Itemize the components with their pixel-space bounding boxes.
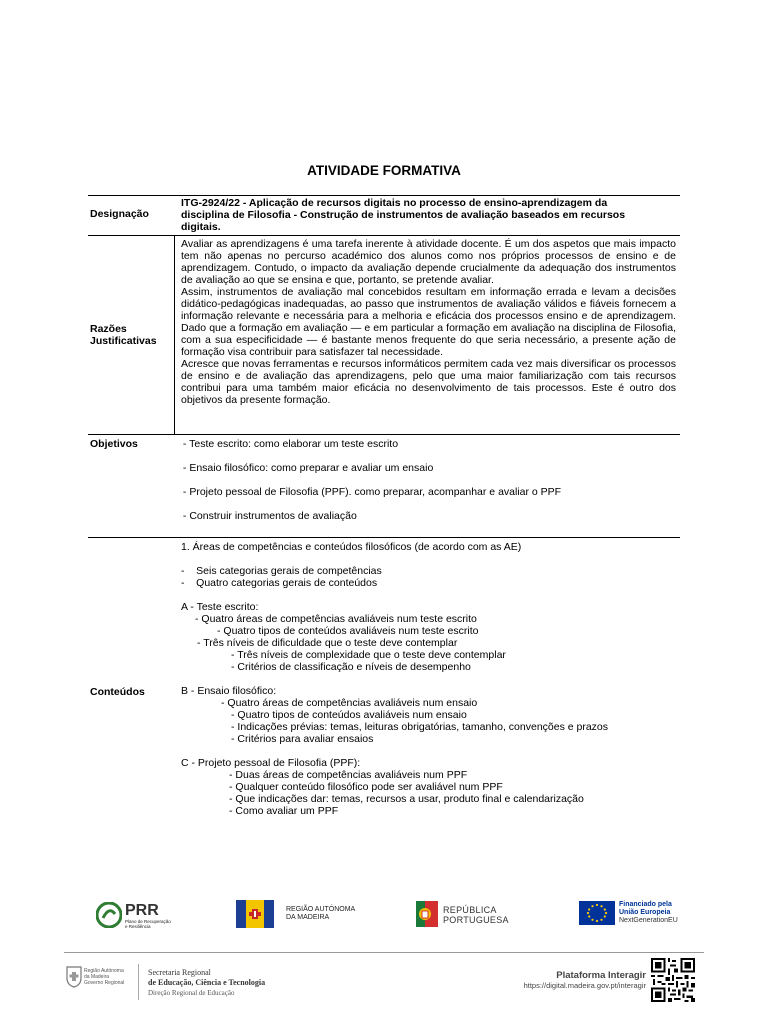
prr-subtitle: Plano de Recuperação e Resiliência	[125, 919, 171, 929]
razoes-label	[90, 323, 157, 347]
table-top-rule	[88, 195, 680, 196]
conteudos-section-item: - Qualquer conteúdo filosófico pode ser avaliável num PPF	[229, 781, 503, 793]
column-divider	[174, 235, 175, 435]
conteudos-list	[181, 541, 676, 817]
conteudos-general-item: - Quatro categorias gerais de conteúdos	[181, 577, 378, 589]
footer-separator	[138, 964, 139, 1000]
conteudos-section-item: - Quatro tipos de conteúdos avaliáveis num teste escrito	[217, 625, 479, 637]
designacao-line: disciplina de Filosofia - Construção de instrumentos de avaliação baseados em recursos	[181, 209, 626, 221]
madeira-text: REGIÃO AUTÓNOMA DA MADEIRA	[286, 906, 356, 921]
conteudos-section-item: - Quatro áreas de competências avaliáveis num teste escrito	[195, 613, 477, 625]
eu-text: Financiado pela União Europeia NextGenerationEU	[619, 901, 678, 924]
secretaria-line: Direção Regional de Educação	[148, 989, 235, 997]
prr-logo	[96, 898, 206, 934]
conteudos-section-title: B - Ensaio filosófico:	[181, 685, 277, 697]
objetivo-item: - Projeto pessoal de Filosofia (PPF). como preparar, acompanhar e avaliar o PPF	[180, 486, 562, 498]
objetivo-item: - Ensaio filosófico: como preparar e avaliar um ensaio	[180, 462, 434, 474]
madeira-crest-icon	[66, 966, 82, 988]
qr-code-icon	[651, 958, 695, 1002]
madeira-logo	[236, 900, 376, 930]
conteudos-section-item: - Quatro tipos de conteúdos avaliáveis num ensaio	[231, 709, 467, 721]
prr-emblem-icon	[96, 902, 122, 928]
conteudos-general-item: - Seis categorias gerais de competências	[181, 565, 382, 577]
conteudos-section-item: - Quatro áreas de competências avaliáveis num ensaio	[221, 697, 478, 709]
conteudos-sections	[181, 601, 676, 817]
row-divider	[88, 434, 680, 435]
row-divider	[88, 537, 680, 538]
conteudos-section-item: - Critérios para avaliar ensaios	[231, 733, 374, 745]
republica-text: REPÚBLICA PORTUGUESA	[443, 905, 509, 925]
objetivo-item: - Construir instrumentos de avaliação	[180, 510, 357, 522]
razoes-paragraph: Acresce que novas ferramentas e recursos informáticos permitem cada vez mais diversificar os processos de ensino e de avaliação das aprendizagens, pelo que uma maior familiarização com tais recursos contribui para uma também maior eficácia no desenvolvimento de tais processos. Este é outro dos objetivos da presente formação.	[181, 358, 676, 406]
designacao-label: Designação	[90, 208, 149, 220]
razoes-text	[181, 238, 676, 406]
republica-logo	[416, 901, 526, 931]
footer-rule	[64, 952, 704, 953]
conteudos-section-title: A - Teste escrito:	[181, 601, 259, 613]
designacao-line: ITG-2924/22 - Aplicação de recursos digitais no processo de ensino-aprendizagem da	[181, 197, 608, 209]
secretaria-line: Secretaria Regional	[148, 968, 211, 977]
designacao-line: digitais.	[181, 221, 221, 233]
conteudos-section-item: - Indicações prévias: temas, leituras obrigatórias, tamanho, convenções e prazos	[231, 721, 609, 733]
objetivos-label: Objetivos	[90, 438, 138, 450]
conteudos-label: Conteúdos	[90, 686, 145, 698]
madeira-flag-icon	[236, 900, 274, 928]
eu-flag-icon	[579, 901, 615, 925]
conteudos-section-item: - Que indicações dar: temas, recursos a usar, produto final e calendarização	[229, 793, 584, 805]
razoes-paragraph: Assim, instrumentos de avaliação mal concebidos resultam em informação errada e levam a decisões didático-pedagógicas inadequadas, ao passo que instrumentos de avaliação válidos e fiáveis fornecem a informação relevante e necessária para a melhoria e eficácia dos processos ensino e de aprendizagem. Dado que a formação em avaliação — e em particular a formação em avaliação na disciplina de Filosofia, com a sua especificidade — é bastante menos frequente do que seria necessário, a presente ação de formação visa contribuir para satisfazer tal necessidade.	[181, 286, 676, 358]
platform-url[interactable]: https://digital.madeira.gov.pt/interagir	[523, 981, 646, 990]
objetivos-list	[180, 438, 675, 522]
platform-name: Plataforma Interagir	[556, 970, 646, 981]
razoes-paragraph: Avaliar as aprendizagens é uma tarefa inerente à atividade docente. É um dos aspetos que mais impacto tem não apenas no percurso académico dos alunos como nos próprios processos de ensino e de aprendizagem. Contudo, o impacto da avaliação depende crucialmente da adequação dos instrumentos de avaliação ao que se ensina e que, portanto, se pretende avaliar.	[181, 238, 676, 286]
conteudos-section-item: - Duas áreas de competências avaliáveis num PPF	[229, 769, 468, 781]
conteudos-section-item: - Critérios de classificação e níveis de desempenho	[231, 661, 471, 673]
eu-logo	[579, 901, 709, 929]
razoes-label-line: Razões	[90, 323, 127, 335]
conteudos-section-title: C - Projeto pessoal de Filosofia (PPF):	[181, 757, 361, 769]
prr-text: PRR	[125, 902, 159, 919]
conteudos-heading: 1. Áreas de competências e conteúdos filosóficos (de acordo com as AE)	[181, 541, 522, 553]
razoes-label-line: Justificativas	[90, 335, 157, 347]
madeira-government-text: Região Autónoma da Madeira Governo Regional	[84, 968, 125, 986]
designacao-value	[181, 197, 676, 233]
conteudos-section-item: - Três níveis de dificuldade que o teste deve contemplar	[197, 637, 458, 649]
conteudos-section-item: - Três níveis de complexidade que o teste deve contemplar	[231, 649, 506, 661]
objetivo-item: - Teste escrito: como elaborar um teste escrito	[180, 438, 399, 450]
row-divider	[88, 235, 680, 236]
secretaria-text	[148, 968, 265, 998]
page-title: ATIVIDADE FORMATIVA	[307, 163, 461, 178]
portugal-coat-of-arms-icon	[416, 901, 438, 927]
conteudos-section-item: - Como avaliar um PPF	[229, 805, 339, 817]
platform-info	[524, 970, 646, 990]
secretaria-line: de Educação, Ciência e Tecnologia	[148, 978, 266, 987]
